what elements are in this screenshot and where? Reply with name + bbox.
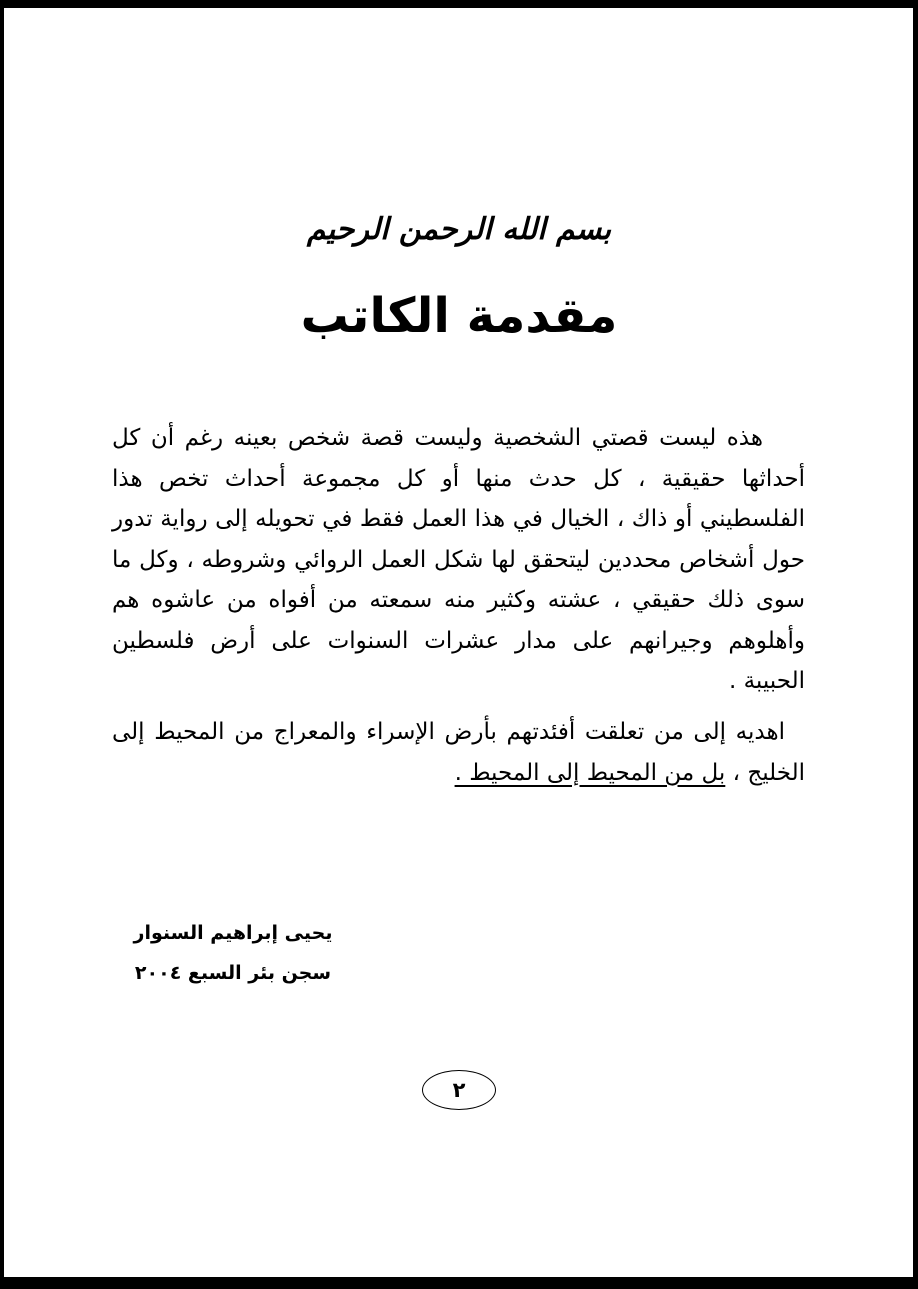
paragraph-introduction: هذه ليست قصتي الشخصية وليست قصة شخص بعينه رغم أن كل أحداثها حقيقية ، كل حدث منها أو كل مجموعة أحداث تخص هذا الفلسطيني أو ذاك ، الخيال في هذا العمل فقط في تحويله إلى رواية تدور حول أشخاص محددين ليتحقق لها شكل العمل الروائي وشروطه ، وكل ما سوى ذلك حقيقي ، عشته وكثير منه سمعته من أفواه من عاشوه هم وأهلوهم وجيرانهم على مدار عشرات السنوات على أرض فلسطين الحبيبة . [112, 425, 805, 694]
page-number-oval [422, 1070, 496, 1110]
signature-place-year: سجن بئر السبع ٢٠٠٤ [134, 962, 332, 984]
basmala-calligraphy: بسم الله الرحمن الرحيم [306, 212, 612, 247]
paragraph-dedication [112, 712, 805, 793]
dedication-text: اهديه إلى من تعلقت أفئدتهم بأرض الإسراء والمعراج من المحيط إلى الخليج ، [112, 719, 805, 786]
scan-border-right [913, 0, 918, 1289]
scan-border-left [0, 0, 4, 1289]
scan-border-top [0, 0, 918, 8]
page-number: ٢ [452, 1078, 466, 1102]
signature-block [133, 922, 333, 1002]
author-name: يحيى إبراهيم السنوار [133, 922, 333, 944]
scan-border-bottom [0, 1277, 918, 1289]
dedication-text-underlined: بل من المحيط إلى المحيط . [454, 759, 726, 786]
page-title: مقدمة الكاتب [300, 288, 618, 344]
